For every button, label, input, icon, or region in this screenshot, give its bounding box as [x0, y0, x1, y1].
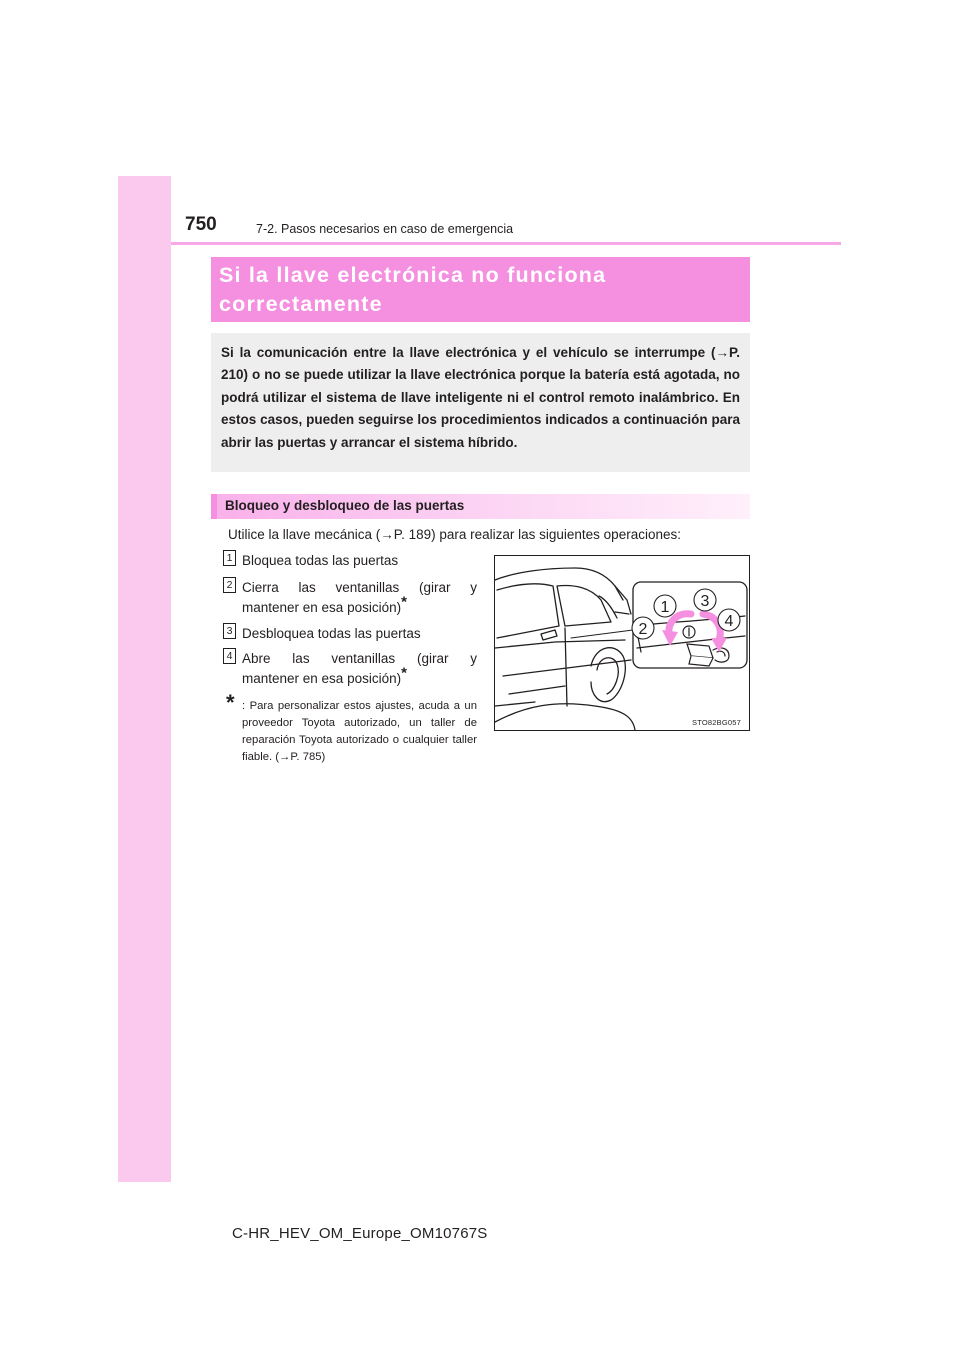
- footnote: [242, 698, 477, 766]
- step-4-line-1: Abre las ventanillas (girar y: [242, 651, 477, 666]
- title-line-2: correctamente: [219, 292, 383, 316]
- step-4-line-2-wrap: [242, 664, 477, 689]
- step-text-4: [242, 649, 477, 689]
- figure-label-4: 4: [724, 613, 734, 630]
- step-number-2: 2: [223, 577, 236, 593]
- figure-code: STO82BG057: [692, 718, 741, 727]
- lead-text: Utilice la llave mecánica (→P. 189) para realizar las siguientes operaciones:: [228, 527, 681, 542]
- step-2-asterisk: *: [401, 593, 407, 611]
- step-4-asterisk: *: [401, 664, 407, 682]
- step-text-2: [242, 578, 477, 618]
- header-rule: [171, 242, 841, 245]
- title-line-1: Si la llave electrónica no funciona: [219, 263, 607, 287]
- section-title: 7-2. Pasos necesarios en caso de emergencia: [256, 222, 514, 236]
- title-box: [211, 257, 750, 322]
- footnote-prefix: :: [242, 700, 246, 712]
- step-number-4: 4: [223, 648, 236, 664]
- page-number: 750: [185, 214, 217, 235]
- step-text-1: [242, 551, 477, 571]
- intro-box: [211, 333, 750, 472]
- subsection-bar: [211, 494, 750, 519]
- footer-document-id: C-HR_HEV_OM_Europe_OM10767S: [232, 1225, 488, 1242]
- step-2-line-1: Cierra las ventanillas (girar y: [242, 580, 477, 595]
- step-4-line-2: mantener en esa posición): [242, 671, 402, 686]
- figure-label-1: 1: [660, 599, 670, 616]
- intro-text: Si la comunicación entre la llave electrónica y el vehículo se interrumpe (→P. 210) o no se puede utilizar la llave electrónica porque la batería está agotada, no podrá utilizar el sistema de llave inteligente ni el control remoto inalámbrico. En estos casos, pueden seguirse los procedimientos indicados a continuación para abrir las puertas y arrancar el sistema híbrido.: [221, 345, 740, 450]
- footnote-text: Para personalizar estos ajustes, acuda a un proveedor Toyota autorizado, un taller de reparación Toyota autorizado o cualquier taller fiable. (→P. 785): [242, 700, 478, 763]
- step-1-line-1: Bloquea todas las puertas: [242, 553, 399, 568]
- step-2-line-2: mantener en esa posición): [242, 600, 402, 615]
- footnote-asterisk: *: [226, 690, 235, 715]
- step-number-1: 1: [223, 550, 236, 566]
- step-number-3: 3: [223, 623, 236, 639]
- chapter-side-tab: [118, 176, 171, 1182]
- subsection-title: Bloqueo y desbloqueo de las puertas: [225, 498, 465, 513]
- door-key-illustration: [494, 555, 750, 731]
- figure-label-2: 2: [638, 621, 648, 638]
- step-text-3: [242, 624, 477, 644]
- step-3-line-1: Desbloquea todas las puertas: [242, 626, 421, 641]
- car-door-drawing: [495, 556, 749, 730]
- figure-label-3: 3: [700, 593, 710, 610]
- subsection-accent: [211, 494, 217, 519]
- step-2-line-2-wrap: [242, 593, 477, 618]
